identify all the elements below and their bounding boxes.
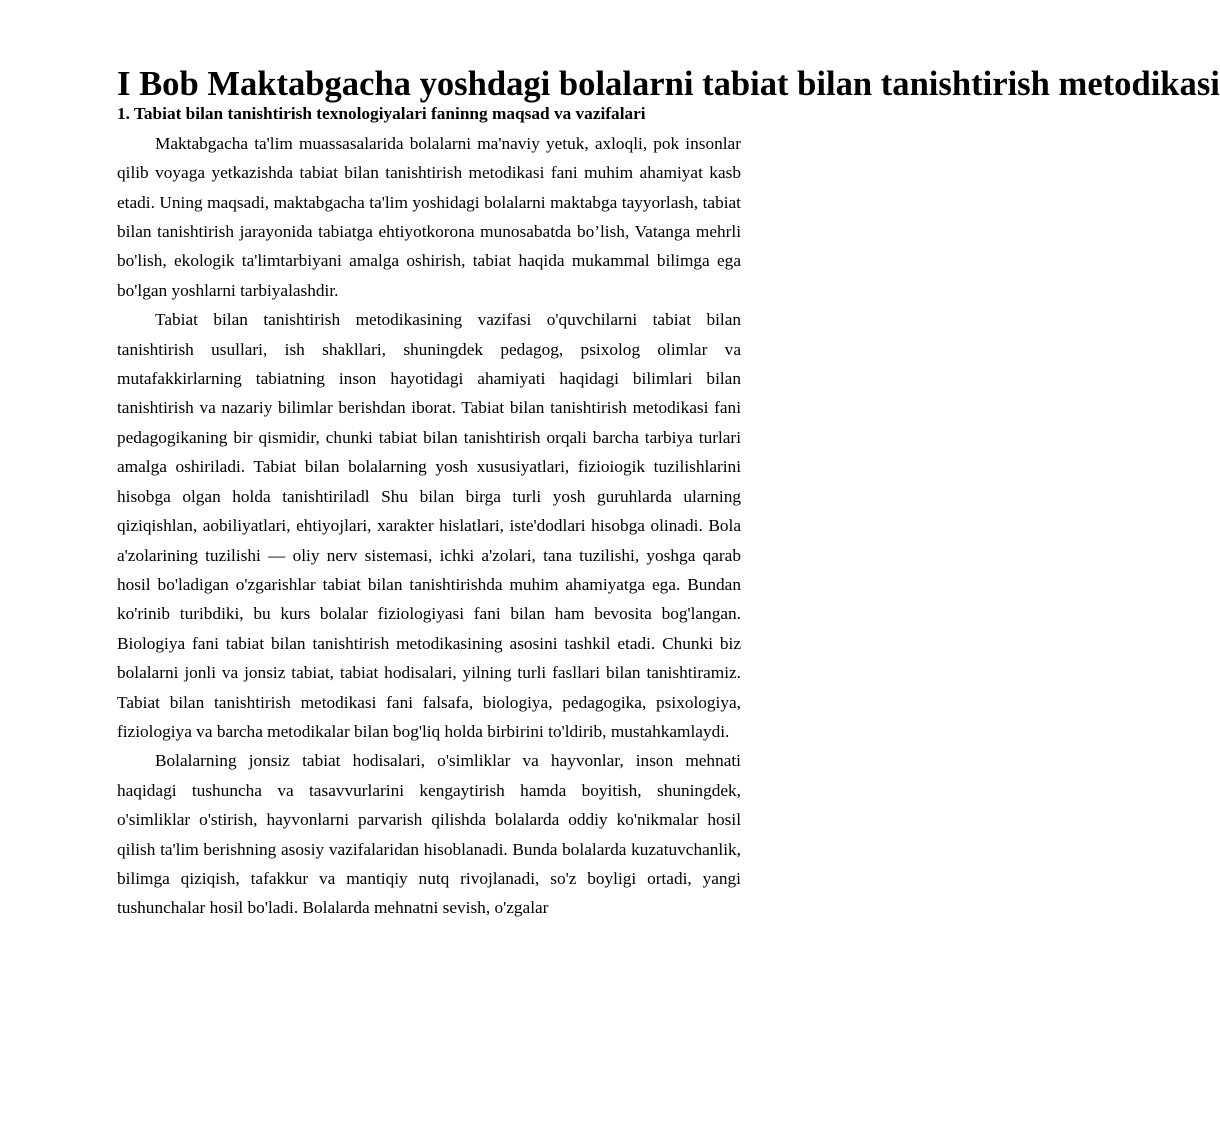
paragraph-1: Maktabgacha ta'lim muassasalarida bolalarni ma'naviy yetuk, axloqli, pok insonlar qilib voyaga yetkazishda tabiat bilan tanishtirish metodikasi fani muhim ahamiyat kasb etadi. Uning maqsadi, maktabgacha ta'lim yoshidagi bolalarni maktabga tayyorlash, tabiat bilan tanishtirish jarayonida tabiatga ehtiyotkorona munosabatda bo’lish, Vatanga mehrli bo'lish, ekologik ta'limtarbiyani amalga oshirish, tabiat haqida mukammal bilimga ega bo'lgan yoshlarni tarbiyalashdir. [117, 133, 741, 300]
document-page [117, 65, 1220, 923]
paragraph-3: Bolalarning jonsiz tabiat hodisalari, o'simliklar va hayvonlar, inson mehnati haqidagi tushuncha va tasavvurlarini kengaytirish hamda boyitish, shuningdek, o'simliklar o'stirish, hayvonlarni parvarish qilishda bolalarda oddiy ko'nikmalar hosil qilish ta'lim berishning asosiy vazifalaridan hisoblanadi. Bunda bolalarda kuzatuvchanlik, bilimga qiziqish, tafakkur va mantiqiy nutq rivojlanadi, so'z boyligi ortadi, yangi tushunchalar hosil bo'ladi. Bolalarda mehnatni sevish, o'zgalar [117, 751, 741, 918]
chapter-title: I Bob Maktabgacha yoshdagi bolalarni tabiat bilan tanishtirish metodikasi [117, 65, 1220, 103]
paragraph-2: Tabiat bilan tanishtirish metodikasining vazifasi o'quvchilarni tabiat bilan tanishtirish usullari, ish shakllari, shuningdek pedagog, psixolog olimlar va mutafakkirlarning tabiatning inson hayotidagi ahamiyati haqidagi bilimlari bilan tanishtirish va nazariy bilimlar berishdan iborat. Tabiat bilan tanishtirish metodikasi fani pedagogikaning bir qismidir, chunki tabiat bilan tanishtirish orqali barcha tarbiya turlari amalga oshiriladi. Tabiat bilan bolalarning yosh xususiyatlari, fizioiogik tuzilishlarini hisobga olgan holda tanishtiriladl Shu bilan birga turli yosh guruhlarda ularning qiziqishlan, aobiliyatlari, ehtiyojlari, xarakter hislatlari, iste'dodlari hisobga olinadi. Bola a'zolarining tuzilishi — oliy nerv sistemasi, ichki a'zolari, tana tuzilishi, yoshga qarab hosil bo'ladigan o'zgarishlar tabiat bilan tanishtirishda muhim ahamiyatga ega. Bundan ko'rinib turibdiki, bu kurs bolalar fiziologiyasi fani bilan ham bevosita bog'langan. Biologiya fani tabiat bilan tanishtirish metodikasining asosini tashkil etadi. Chunki biz bolalarni jonli va jonsiz tabiat, tabiat hodisalari, yilning turli fasllari bilan tanishtiramiz. Tabiat bilan tanishtirish metodikasi fani falsafa, biologiya, pedagogika, psixologiya, fiziologiya va barcha metodikalar bilan bog'liq holda birbirini to'ldirib, mustahkamlaydi. [117, 310, 741, 741]
section-title: 1. Tabiat bilan tanishtirish texnologiyalari faninng maqsad va vazifalari [117, 104, 646, 124]
